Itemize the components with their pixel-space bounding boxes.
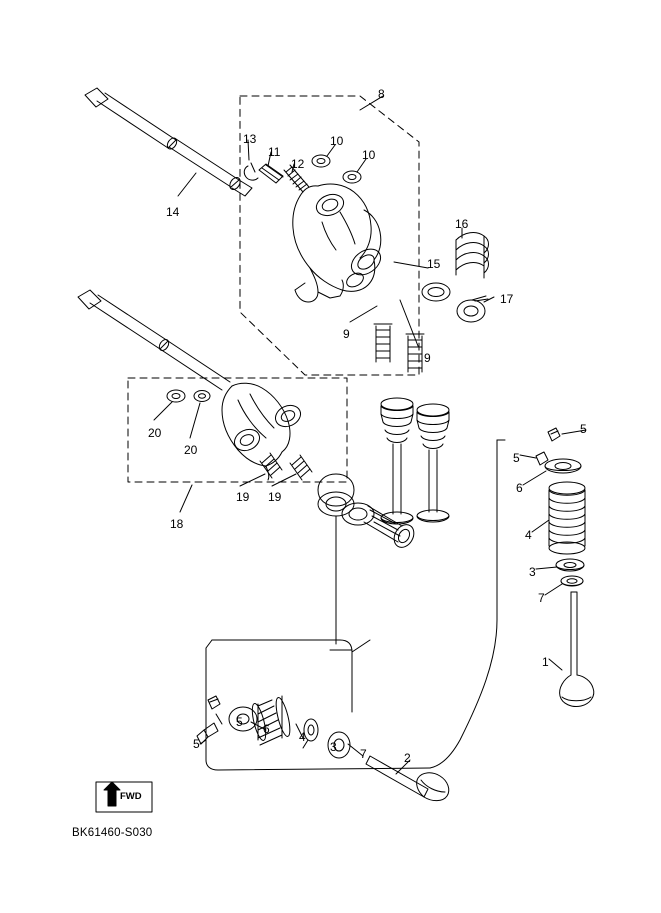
callout-19a: 19	[236, 490, 250, 504]
callout-8: 8	[378, 87, 385, 101]
part-20-washers	[167, 390, 210, 402]
callout-6a: 6	[516, 481, 523, 495]
valve-train-lower	[197, 696, 449, 801]
valve-spring-pair-upper	[381, 398, 449, 524]
leader-5b	[520, 455, 536, 458]
push-rod-lower	[78, 290, 230, 390]
callout-4b: 4	[299, 730, 306, 744]
diagram-part-code: BK61460-S030	[72, 827, 153, 839]
callout-9a: 9	[343, 327, 350, 341]
callout-4a: 4	[525, 528, 532, 542]
callout-20b: 20	[184, 443, 198, 457]
leader-15	[394, 262, 428, 268]
part-10-washers	[312, 155, 361, 183]
callout-6b: 6	[263, 722, 270, 736]
callout-11: 11	[268, 145, 281, 159]
part-17-clip	[457, 296, 488, 322]
leader-9b	[400, 300, 418, 346]
leader-5c	[216, 714, 222, 724]
callout-14: 14	[166, 205, 180, 219]
callout-9b: 9	[424, 351, 431, 365]
callout-7a: 7	[538, 591, 545, 605]
callout-12: 12	[291, 157, 305, 171]
part-9-springs	[374, 324, 424, 372]
leader-20b	[190, 403, 200, 438]
leader-19a	[240, 474, 265, 486]
callout-10b: 10	[362, 148, 376, 162]
callout-16: 16	[455, 217, 469, 231]
callout-5a: 5	[580, 422, 587, 436]
part-11-adjuster	[259, 164, 283, 183]
leader-5d	[200, 740, 206, 744]
leader-4a	[532, 520, 549, 532]
part-15-washer	[422, 283, 450, 301]
leader-14	[178, 173, 196, 196]
callout-20a: 20	[148, 426, 162, 440]
part-16-spring	[456, 233, 489, 278]
fwd-label: FWD	[120, 791, 142, 802]
callout-5d: 5	[193, 737, 200, 751]
leader-19b	[272, 474, 296, 486]
callout-15: 15	[427, 257, 441, 271]
leader-7a	[545, 584, 562, 595]
leader-9a	[350, 306, 377, 322]
callout-2: 2	[404, 751, 411, 765]
leader-20a	[154, 402, 172, 420]
part-19-springs	[260, 453, 312, 480]
push-rod-14	[85, 88, 252, 196]
rocker-arm-upper	[293, 184, 386, 302]
callout-13: 13	[243, 132, 257, 146]
leader-18	[180, 485, 192, 512]
callout-3a: 3	[529, 565, 536, 579]
callout-5b: 5	[513, 451, 520, 465]
section-lines	[206, 440, 505, 770]
callout-7b: 7	[360, 747, 367, 761]
callout-10a: 10	[330, 134, 344, 148]
callout-5c: 5	[236, 715, 243, 729]
leader-6a	[523, 471, 546, 485]
callout-18: 18	[170, 517, 184, 531]
part-13-clip	[244, 163, 258, 180]
callout-17: 17	[500, 292, 514, 306]
callout-1: 1	[542, 655, 549, 669]
callout-3b: 3	[330, 740, 337, 754]
leader-3a	[536, 567, 557, 569]
leader-1	[549, 659, 562, 670]
callout-19b: 19	[268, 490, 282, 504]
